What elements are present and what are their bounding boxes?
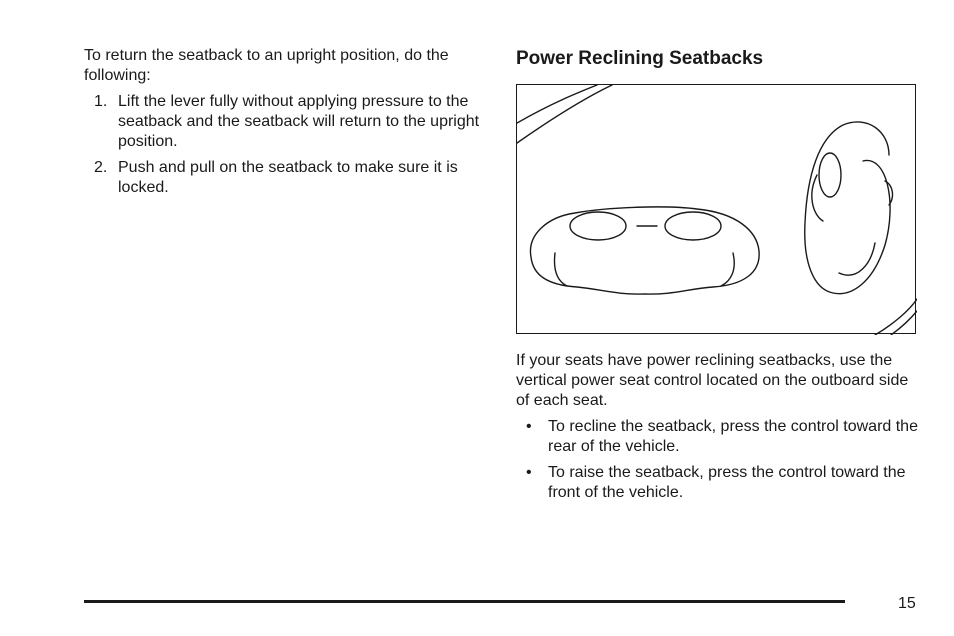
upright-steps [84, 92, 489, 198]
step-number: 1. [94, 93, 108, 110]
step-number: 2. [94, 159, 108, 176]
upright-intro: To return the seatback to an upright position, do the following: [84, 47, 449, 84]
step-text: Lift the lever fully without applying pressure to the seatback and the seatback will return to the upright position. [118, 93, 480, 150]
list-item [516, 417, 918, 457]
section-heading: Power Reclining Seatbacks [516, 48, 764, 69]
list-item [516, 463, 918, 503]
step-item [84, 92, 489, 152]
bullet-glyph: • [526, 464, 532, 481]
bullet-text: To raise the seatback, press the control toward the front of the vehicle. [548, 464, 906, 501]
step-text: Push and pull on the seatback to make sure it is locked. [118, 159, 458, 196]
step-item [84, 158, 489, 198]
left-column [84, 46, 489, 204]
bullet-text: To recline the seatback, press the control toward the rear of the vehicle. [548, 418, 918, 455]
page-number: 15 [898, 595, 916, 612]
right-column [516, 46, 918, 509]
seat-control-drawing [517, 85, 917, 335]
footer-rule [84, 600, 845, 603]
seat-control-illustration [516, 84, 916, 334]
bullet-glyph: • [526, 418, 532, 435]
recline-instructions [516, 417, 918, 503]
power-recline-intro: If your seats have power reclining seatbacks, use the vertical power seat control located on the outboard side of each seat. [516, 352, 909, 409]
